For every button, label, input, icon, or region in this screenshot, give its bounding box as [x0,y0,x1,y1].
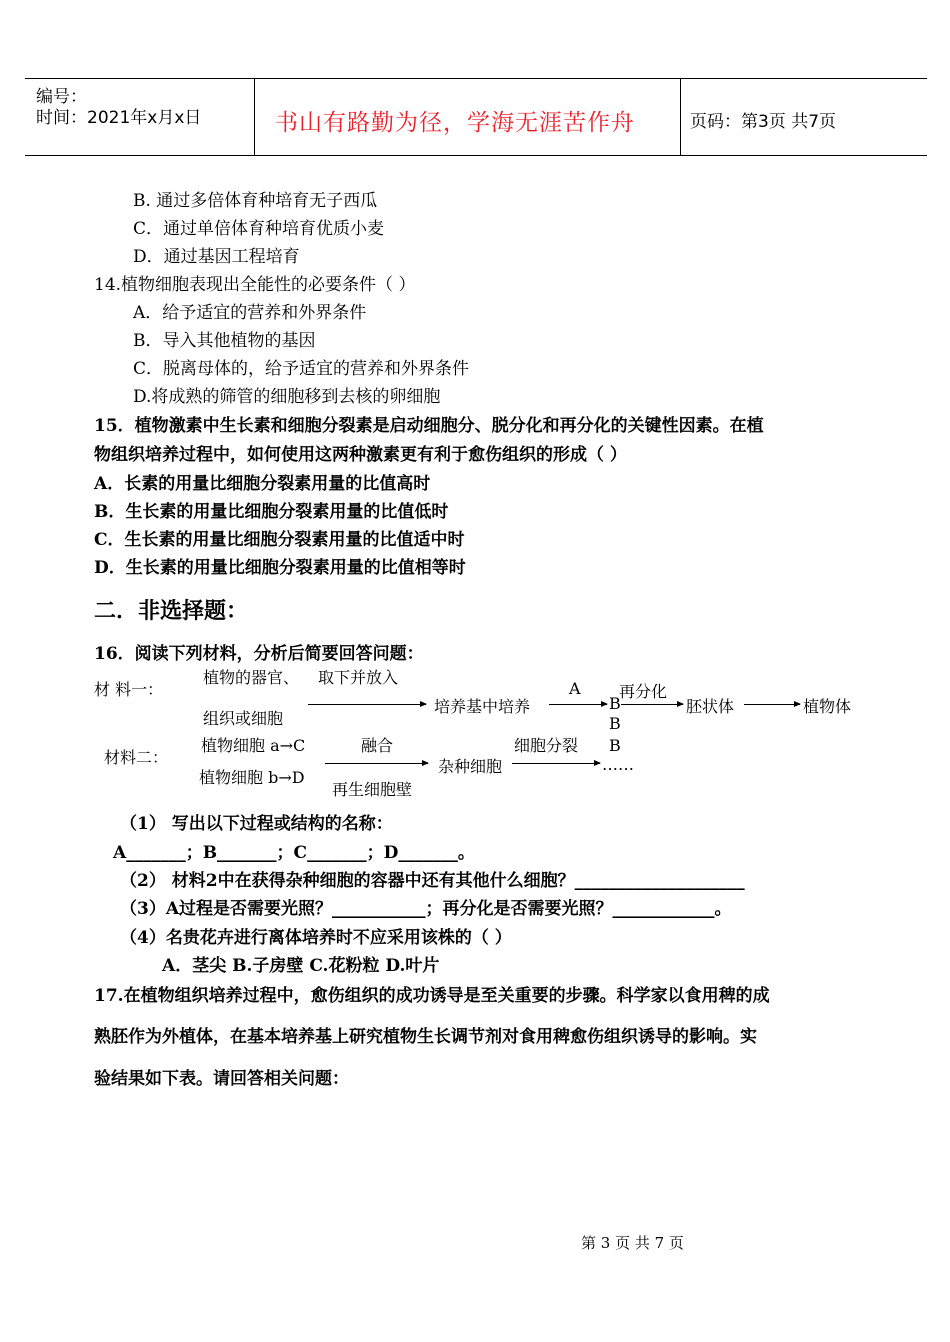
q14-option-d: D.将成熟的筛管的细胞移到去核的卵细胞 [133,387,441,407]
q13-option-c: C．通过单倍体育种培育优质小麦 [133,219,385,239]
material2-fusion-label: 融合 [361,736,394,755]
material2-label: 材料二： [104,748,169,767]
material2-arrow-2 [512,763,600,764]
q16-sub1: （1） 写出以下过程或结构的名称： [120,814,393,834]
q13-option-b: B. 通过多倍体育种培育无子西瓜 [133,191,378,211]
section2-title: 二．非选择题： [94,599,249,624]
header-page-label: 页码：第3页 共7页 [690,112,837,132]
q14-option-c: C．脱离母体的，给予适宜的营养和外界条件 [133,359,470,379]
q15-stem-line2: 物组织培养过程中，如何使用这两种激素更有利于愈伤组织的形成（ ） [94,445,627,465]
material1-redifferentiation-label: 再分化 [619,682,668,701]
header-motto: 书山有路勤为径，学海无涯苦作舟 [275,110,635,136]
material1-culture-step: 培养基中培养 [434,697,531,716]
material2-arrow-1 [325,763,428,764]
header-divider-right [680,78,681,156]
material2-ellipsis: …… [602,755,634,774]
q16-sub2: （2） 材料2中在获得杂种细胞的容器中还有其他什么细胞？____________________ [120,871,745,891]
q15-option-a: A．长素的用量比细胞分裂素用量的比值高时 [94,474,431,494]
q17-line3: 验结果如下表。请回答相关问题： [94,1069,349,1089]
material1-node-b: B [609,694,621,713]
q15-option-d: D．生长素的用量比细胞分裂素用量的比值相等时 [94,558,466,578]
material2-node-b-bottom: B [609,736,621,755]
material1-source-line1: 植物的器官、 [203,668,300,687]
q16-sub1-blanks: A_______；B_______；C_______；D_______。 [113,843,475,863]
q16-stem: 16．阅读下列材料，分析后简要回答问题： [94,644,424,664]
q17-line2: 熟胚作为外植体，在基本培养基上研究植物生长调节剂对食用稗愈伤组织诱导的影响。实 [94,1027,757,1047]
material1-arrow-3 [621,704,683,705]
q14-stem: 14.植物细胞表现出全能性的必要条件（ ） [94,275,416,295]
material2-node-b-top: B [609,714,621,733]
header-bottom-rule [25,155,927,156]
material1-source-line2: 组织或细胞 [203,709,284,728]
material1-arrow-4 [744,704,800,705]
material2-regenerate-wall-label: 再生细胞壁 [332,780,413,799]
material1-label: 材 料一： [94,680,164,699]
q17-line1: 17.在植物组织培养过程中，愈伤组织的成功诱导是至关重要的步骤。科学家以食用稗的成 [94,986,770,1006]
q14-option-a: A．给予适宜的营养和外界条件 [133,303,367,323]
q15-option-c: C．生长素的用量比细胞分裂素用量的比值适中时 [94,530,465,550]
material2-cell-a: 植物细胞 a→C [201,736,306,755]
header-divider-left [254,78,255,156]
q15-option-b: B．生长素的用量比细胞分裂素用量的比值低时 [94,502,449,522]
material1-plant: 植物体 [803,697,852,716]
material1-arrow-2 [549,704,607,705]
material1-arrow-1 [308,704,426,705]
material1-embryoid: 胚状体 [686,697,735,716]
header-top-rule [25,78,927,79]
material2-division-label: 细胞分裂 [514,736,579,755]
q15-stem-line1: 15．植物激素中生长素和细胞分裂素是启动细胞分、脱分化和再分化的关键性因素。在植 [94,416,764,436]
material1-step1-label: 取下并放入 [318,668,399,687]
q16-sub4: （4）名贵花卉进行离体培养时不应采用该株的（ ） [120,928,512,948]
q13-option-d: D．通过基因工程培育 [133,247,300,267]
material2-cell-b: 植物细胞 b→D [199,768,305,787]
header-number-label: 编号： [36,87,87,107]
material1-arrow-a-label: A [569,679,581,698]
header-time-label: 时间：2021年x月x日 [36,108,202,128]
page-footer: 第 3 页 共 7 页 [581,1234,684,1252]
q14-option-b: B．导入其他植物的基因 [133,331,316,351]
q16-sub4-options: A．茎尖 B.子房壁 C.花粉粒 D.叶片 [162,956,440,976]
material2-hybrid-cell: 杂种细胞 [438,757,503,776]
q16-sub3: （3）A过程是否需要光照？___________；再分化是否需要光照？____________。 [120,899,732,919]
